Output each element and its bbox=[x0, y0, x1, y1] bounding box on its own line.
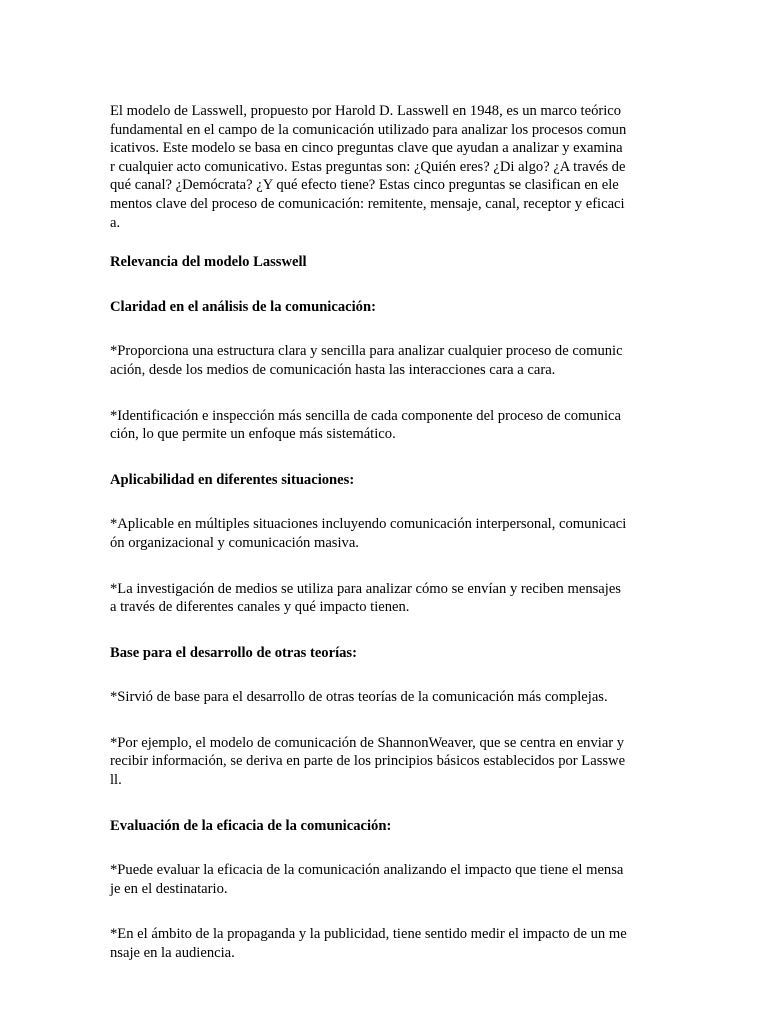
section-heading bbox=[110, 817, 660, 836]
section-heading-text: Base para el desarrollo de otras teorías: bbox=[110, 644, 357, 661]
text-line: recibir información, se deriva en parte de los principios básicos establecidos por Lasswe bbox=[110, 753, 626, 770]
section-heading-text: Aplicabilidad en diferentes situaciones: bbox=[110, 471, 355, 488]
section-heading-text: Evaluación de la eficacia de la comunicación: bbox=[110, 817, 392, 834]
text-line: *Por ejemplo, el modelo de comunicación de ShannonWeaver, que se centra en enviar y bbox=[110, 734, 625, 751]
bullet-paragraph bbox=[110, 925, 660, 962]
text-line: *Aplicable en múltiples situaciones incluyendo comunicación interpersonal, comunicaci bbox=[110, 516, 627, 533]
text-line: mentos clave del proceso de comunicación: remitente, mensaje, canal, receptor y eficaci bbox=[110, 195, 625, 212]
intro-paragraph bbox=[110, 102, 660, 232]
section-heading bbox=[110, 644, 660, 663]
bullet-paragraph bbox=[110, 734, 660, 790]
text-line: ación, desde los medios de comunicación hasta las interacciones cara a cara. bbox=[110, 361, 556, 378]
section-heading bbox=[110, 298, 660, 317]
text-line: icativos. Este modelo se basa en cinco preguntas clave que ayudan a analizar y examina bbox=[110, 140, 623, 157]
bullet-paragraph bbox=[110, 580, 660, 617]
text-line: *Identificación e inspección más sencilla de cada componente del proceso de comunica bbox=[110, 407, 621, 424]
text-line: El modelo de Lasswell, propuesto por Harold D. Lasswell en 1948, es un marco teórico bbox=[110, 103, 622, 119]
bullet-paragraph bbox=[110, 515, 660, 552]
text-line: *Proporciona una estructura clara y sencilla para analizar cualquier proceso de comunic bbox=[110, 343, 623, 360]
text-line: je en el destinatario. bbox=[110, 880, 228, 897]
section-heading bbox=[110, 471, 660, 490]
bullet-paragraph bbox=[110, 861, 660, 898]
text-line: nsaje en la audiencia. bbox=[110, 945, 235, 962]
text-line: r cualquier acto comunicativo. Estas preguntas son: ¿Quién eres? ¿Di algo? ¿A través de bbox=[110, 158, 626, 175]
bullet-paragraph bbox=[110, 342, 660, 379]
text-line: *En el ámbito de la propaganda y la publicidad, tiene sentido medir el impacto de un me bbox=[110, 926, 627, 943]
bullet-paragraph bbox=[110, 407, 660, 444]
text-line: ll. bbox=[110, 772, 122, 789]
bullet-paragraph bbox=[110, 688, 660, 707]
document-page bbox=[110, 102, 660, 963]
document-title bbox=[110, 253, 660, 272]
text-line: fundamental en el campo de la comunicación utilizado para analizar los procesos comun bbox=[110, 121, 627, 138]
text-line: qué canal? ¿Demócrata? ¿Y qué efecto tiene? Estas cinco preguntas se clasifican en ele bbox=[110, 177, 619, 194]
title-text: Relevancia del modelo Lasswell bbox=[110, 254, 307, 271]
text-line: ción, lo que permite un enfoque más sistemático. bbox=[110, 426, 396, 443]
text-line: a. bbox=[110, 214, 121, 231]
text-line: a través de diferentes canales y qué impacto tienen. bbox=[110, 599, 410, 616]
section-heading-text: Claridad en el análisis de la comunicación: bbox=[110, 298, 376, 315]
text-line: *Sirvió de base para el desarrollo de otras teorías de la comunicación más complejas. bbox=[110, 689, 608, 706]
text-line: *Puede evaluar la eficacia de la comunicación analizando el impacto que tiene el mensa bbox=[110, 862, 624, 879]
text-line: *La investigación de medios se utiliza para analizar cómo se envían y reciben mensajes bbox=[110, 580, 621, 597]
text-line: ón organizacional y comunicación masiva. bbox=[110, 534, 359, 551]
